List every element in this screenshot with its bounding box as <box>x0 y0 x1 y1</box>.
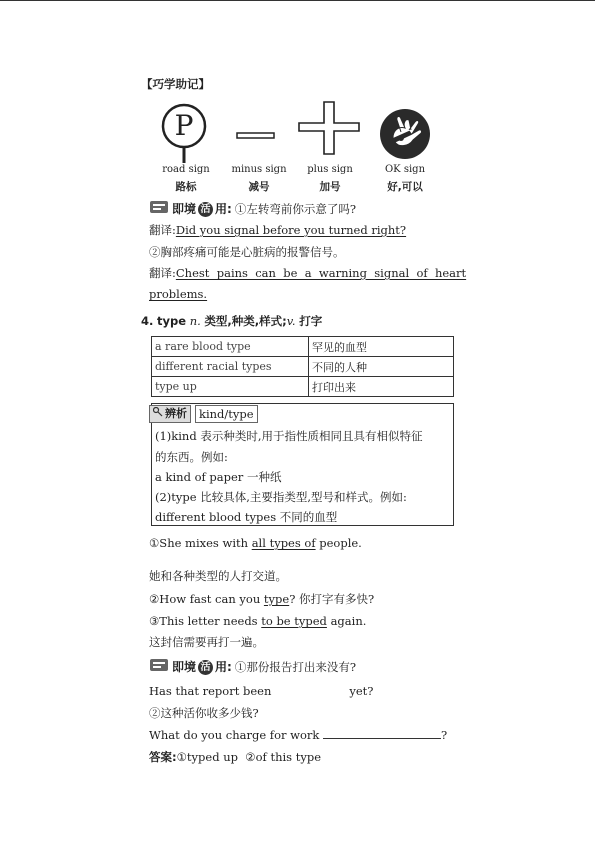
answer-text: ①typed up ②of this type <box>176 750 321 764</box>
usage-badge: 即境 活 用: <box>172 660 232 674</box>
svg-text:P: P <box>174 109 194 142</box>
usage-2-q2: ②这种活你收多少钱? <box>149 706 259 720</box>
analysis-label: 辨析 <box>149 405 191 423</box>
usage-1-line <box>149 200 356 218</box>
usage-badge: 即境 活 用: <box>172 202 232 216</box>
blank-2[interactable] <box>323 738 441 739</box>
usage-1-t2-line2 <box>149 286 207 302</box>
minus-sign-icon <box>236 126 276 136</box>
vocab-cn: 不同的人种 <box>309 357 454 377</box>
sign-label-road: road sign <box>162 164 210 175</box>
table-row <box>152 337 454 357</box>
vocab-cn: 罕见的血型 <box>309 337 454 357</box>
usage-1-t2: 翻译:Chest pains can be a warning signal of heart <box>149 266 467 280</box>
notebook-icon <box>149 200 169 218</box>
entry-4-heading: 4. type n. 类型,种类,样式;v. 打字 <box>141 314 323 328</box>
parking-road-sign-icon <box>160 102 212 164</box>
example-1-cn: 她和各种类型的人打交道。 <box>149 569 287 583</box>
usage-1-q2: ②胸部疼痛可能是心脏病的报警信号。 <box>149 245 345 259</box>
usage-1-t1: 翻译:Did you signal before you turned right? <box>149 223 407 237</box>
sign-label-ok: OK sign <box>384 164 426 175</box>
table-row <box>152 377 454 397</box>
usage-2-s1: Has that report been yet? <box>149 684 374 698</box>
table-row <box>152 357 454 377</box>
usage-1-t2-answer-line1: Chest pains can be a warning signal of heart <box>175 266 467 280</box>
analysis-line-2: 的东西。例如: <box>155 450 228 464</box>
analysis-header <box>149 405 258 423</box>
vocab-en: different racial types <box>152 357 309 377</box>
vocab-en: type up <box>152 377 309 397</box>
vocab-table <box>151 336 454 397</box>
analysis-title: kind/type <box>195 405 258 423</box>
example-1: ①She mixes with all types of people. <box>149 536 362 550</box>
page-top-rule <box>0 0 595 1</box>
sign-label-plus: plus sign <box>307 164 353 175</box>
usage-1-t1-answer: Did you signal before you turned right? <box>175 223 407 237</box>
memory-tip-heading: 【巧学助记】 <box>141 77 210 91</box>
example-2: ②How fast can you type? 你打字有多快? <box>149 592 375 606</box>
notebook-icon <box>149 658 169 676</box>
usage-2-line <box>149 658 356 676</box>
usage-2-q1: ①那份报告打出来没有? <box>234 660 356 674</box>
sign-cn-plus: 加号 <box>319 181 341 193</box>
analysis-line-4: (2)type 比较具体,主要指类型,型号和样式。例如: <box>155 490 407 504</box>
analysis-line-5: different blood types 不同的血型 <box>155 510 338 524</box>
example-3-cn: 这封信需要再打一遍。 <box>149 635 264 649</box>
sign-label-minus: minus sign <box>231 164 287 175</box>
ok-hand-sign-icon <box>379 108 431 160</box>
entry-4-word: type <box>157 314 187 328</box>
analysis-line-1: (1)kind 表示种类时,用于指性质相同且具有相似特征 <box>155 429 423 443</box>
vocab-en: a rare blood type <box>152 337 309 357</box>
analysis-line-3: a kind of paper 一种纸 <box>155 470 282 484</box>
answer-label: 答案: <box>149 750 177 764</box>
usage-1-t2-answer-line2: problems. <box>149 287 208 301</box>
example-3: ③This letter needs to be typed again. <box>149 614 367 628</box>
plus-sign-icon <box>297 100 361 156</box>
sign-cn-minus: 减号 <box>248 181 270 193</box>
vocab-cn: 打印出来 <box>309 377 454 397</box>
key-icon <box>153 406 163 422</box>
sign-cn-road: 路标 <box>175 181 197 193</box>
sign-cn-ok: 好,可以 <box>387 181 423 193</box>
usage-1-q1: ①左转弯前你示意了吗? <box>234 202 356 216</box>
answer-line <box>149 749 321 765</box>
usage-2-s2: What do you charge for work ? <box>149 728 448 742</box>
